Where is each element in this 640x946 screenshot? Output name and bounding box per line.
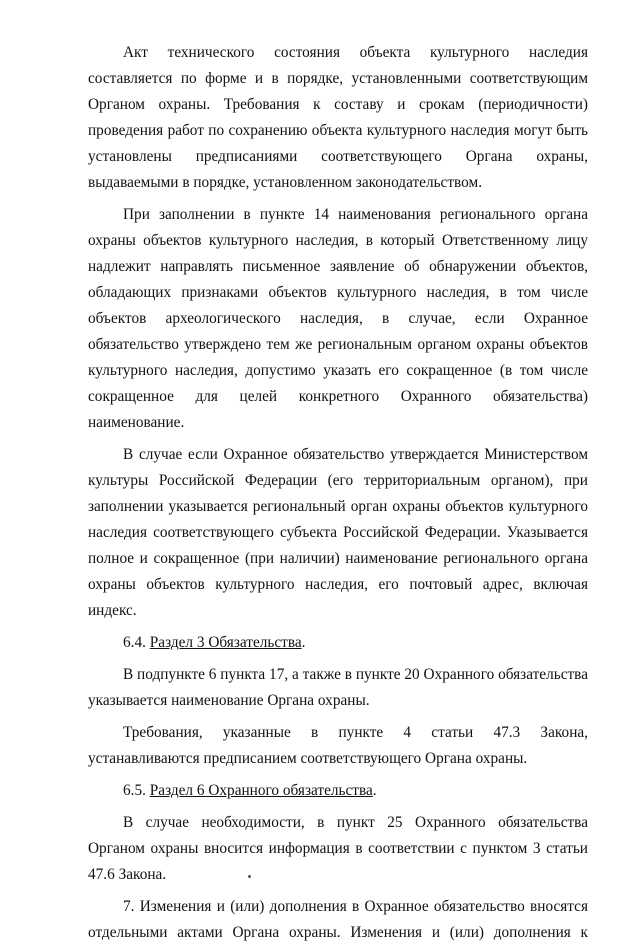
paragraph-act-condition: Акт технического состояния объекта культурного наследия составляется по форме и в порядке, установленными соответствующим Органом охраны. Требования к составу и срокам (периодичности) проведения работ по сохранению объекта культурного наследия могут быть установлены предписаниями соответствующего Органа охраны, выдаваемыми в порядке, установленном законодательством. <box>88 44 588 191</box>
section-title-6-5: Раздел 6 Охранного обязательства <box>149 782 373 799</box>
paragraph-6-4-first: В подпункте 6 пункта 17, а также в пункте 20 Охранного обязательства указывается наименование Органа охраны. <box>88 666 588 709</box>
paragraph-7-changes: 7. Изменения и (или) дополнения в Охранное обязательство вносятся отдельными актами Органа охраны. Изменения и (или) дополнения к <box>88 898 588 941</box>
section-title-6-4: Раздел 3 Обязательства <box>149 634 302 651</box>
section-number-6-5: 6.5. <box>123 782 150 799</box>
section-number-6-4: 6.4. <box>123 634 150 651</box>
paragraph-ministry-case: В случае если Охранное обязательство утверждается Министерством культуры Российской Федерации (его территориальным органом), при заполнении указывается региональный орган охраны объектов культурного наследия соответствующего субъекта Российской Федерации. Указывается полное и сокращенное (при наличии) наименование регионального органа охраны объектов культурного наследия, его почтовый адрес, включая индекс. <box>88 446 588 619</box>
paragraph-6-5-first: В случае необходимости, в пункт 25 Охранного обязательства Органом охраны вносится информация в соответствии с пунктом 3 статьи 47.6 Закона. <box>88 814 588 883</box>
scan-speck <box>248 875 251 878</box>
paragraph-6-4-second: Требования, указанные в пункте 4 статьи 47.3 Закона, устанавливаются предписанием соответствующего Органа охраны. <box>88 724 588 767</box>
section-heading-6-4: 6.4. Раздел 3 Обязательства. <box>123 634 306 651</box>
paragraph-regional-authority: При заполнении в пункте 14 наименования регионального органа охраны объектов культурного наследия, в который Ответственному лицу надлежит направлять письменное заявление об обнаружении объектов, обладающих признаками объектов культурного наследия, в том числе объектов археологического наследия, в случае, если Охранное обязательство утверждено тем же региональным органом охраны объектов культурного наследия, допустимо указать его сокращенное (в том числе сокращенное для целей конкретного Охранного обязательства) наименование. <box>88 206 588 431</box>
document-body <box>88 40 588 946</box>
section-heading-6-5: 6.5. Раздел 6 Охранного обязательства. <box>123 782 377 799</box>
